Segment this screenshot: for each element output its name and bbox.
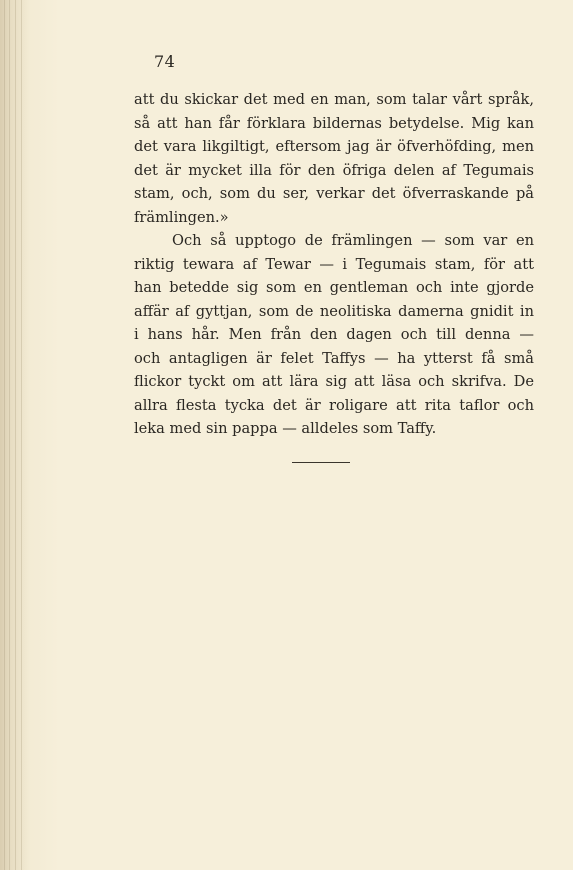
gutter-line bbox=[15, 0, 16, 870]
body-text bbox=[134, 88, 534, 441]
text-line: främlingen.» bbox=[134, 208, 229, 226]
text-line: det vara likgiltigt, eftersom jag är öfverhöfding, men bbox=[134, 138, 534, 155]
text-line: stam, och, som du ser, verkar det öfverraskande på bbox=[134, 185, 534, 202]
gutter-line bbox=[9, 0, 10, 870]
section-divider bbox=[292, 462, 350, 463]
text-line: allra flesta tycka det är roligare att rita taflor och bbox=[134, 396, 534, 414]
text-line: att du skickar det med en man, som talar vårt språk, bbox=[134, 91, 534, 108]
text-line: leka med sin pappa — alldeles som Taffy. bbox=[134, 420, 437, 437]
text-line: affär af gyttjan, som de neolitiska damerna gnidit in bbox=[134, 302, 534, 320]
text-line: och antagligen är felet Taffys — ha ytterst få små bbox=[134, 349, 534, 367]
text-line: Och så upptogo de främlingen — som var en bbox=[172, 232, 534, 249]
text-line: så att han får förklara bildernas betydelse. Mig kan bbox=[134, 114, 534, 132]
gutter-line bbox=[21, 0, 22, 870]
page-number: 74 bbox=[154, 52, 176, 71]
text-line: flickor tyckt om att lära sig att läsa och skrifva. De bbox=[134, 373, 534, 390]
page-gutter bbox=[0, 0, 30, 870]
gutter-line bbox=[4, 0, 5, 870]
text-line: han betedde sig som en gentleman och inte gjorde bbox=[134, 279, 534, 296]
text-line: riktig tewara af Tewar — i Tegumais stam, för att bbox=[134, 255, 534, 273]
text-line: det är mycket illa för den öfriga delen af Tegumais bbox=[134, 161, 534, 179]
text-line: i hans hår. Men från den dagen och till denna — bbox=[134, 326, 534, 343]
